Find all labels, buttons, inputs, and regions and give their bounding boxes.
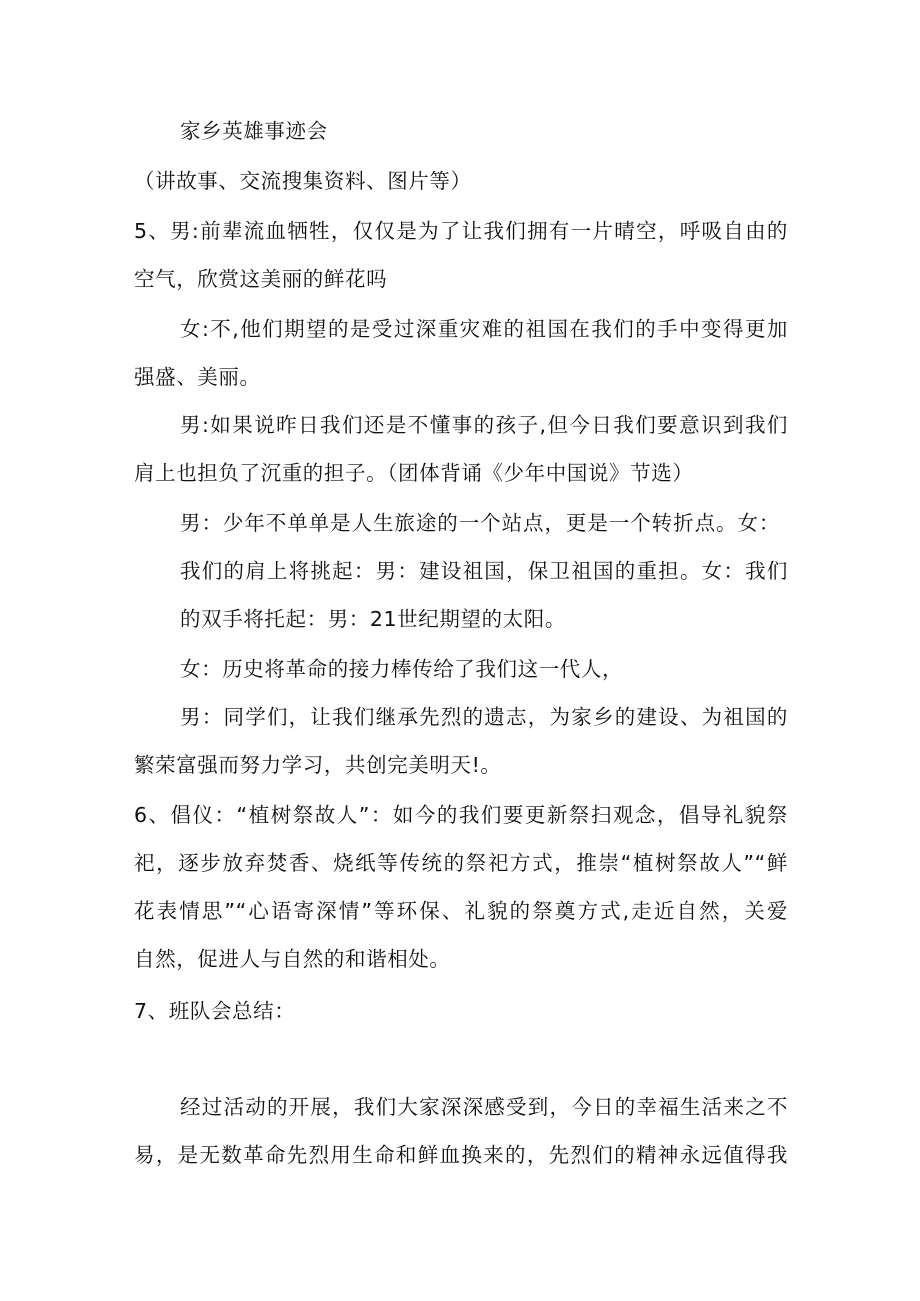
paragraph-line: 空气，欣赏这美丽的鲜花吗 (134, 267, 388, 291)
paragraph-line: 花表情思”“心语寄深情”等环保、礼貌的祭奠方式,走近自然，关爱 (134, 899, 788, 923)
paragraph-line: 男：少年不单单是人生旅途的一个站点，更是一个转折点。女： (180, 511, 780, 535)
paragraph-line: 女:不,他们期望的是受过深重灾难的祖国在我们的手中变得更加 (180, 317, 788, 341)
paragraph-line: 男：同学们，让我们继承先烈的遗志，为家乡的建设、为祖国的 (180, 705, 788, 729)
paragraph-line: 的双手将托起：男：21世纪期望的太阳。 (180, 607, 566, 631)
paragraph-line: 6、倡仪：“植树祭故人”：如今的我们要更新祭扫观念，倡导礼貌祭 (134, 803, 788, 827)
paragraph-line: 我们的肩上将挑起：男：建设祖国，保卫祖国的重担。女：我们 (180, 559, 788, 583)
paragraph-line: 易，是无数革命先烈用生命和鲜血换来的，先烈们的精神永远值得我 (134, 1143, 788, 1167)
paragraph-line: 经过活动的开展，我们大家深深感受到，今日的幸福生活来之不 (180, 1095, 788, 1119)
paragraph-line: 繁荣富强而努力学习，共创完美明天!。 (134, 753, 502, 777)
paragraph-line: 女：历史将革命的接力棒传给了我们这一代人， (180, 657, 624, 681)
paragraph-line: 肩上也担负了沉重的担子。（团体背诵《少年中国说》节选） (134, 461, 694, 485)
paragraph-line: 男:如果说昨日我们还是不懂事的孩子,但今日我们要意识到我们 (180, 413, 788, 437)
paragraph-line: 祀，逐步放弃焚香、烧纸等传统的祭祀方式，推崇“植树祭故人”“鲜 (134, 851, 788, 875)
section-subtitle: （讲故事、交流搜集资料、图片等） (134, 169, 472, 193)
paragraph-line: 5、男:前辈流血牺牲，仅仅是为了让我们拥有一片晴空，呼吸自由的 (134, 219, 788, 243)
section-heading: 7、班队会总结： (134, 999, 296, 1023)
paragraph-line: 自然，促进人与自然的和谐相处。 (134, 947, 451, 971)
section-heading: 家乡英雄事迹会 (180, 119, 328, 143)
paragraph-line: 强盛、美丽。 (134, 365, 261, 389)
